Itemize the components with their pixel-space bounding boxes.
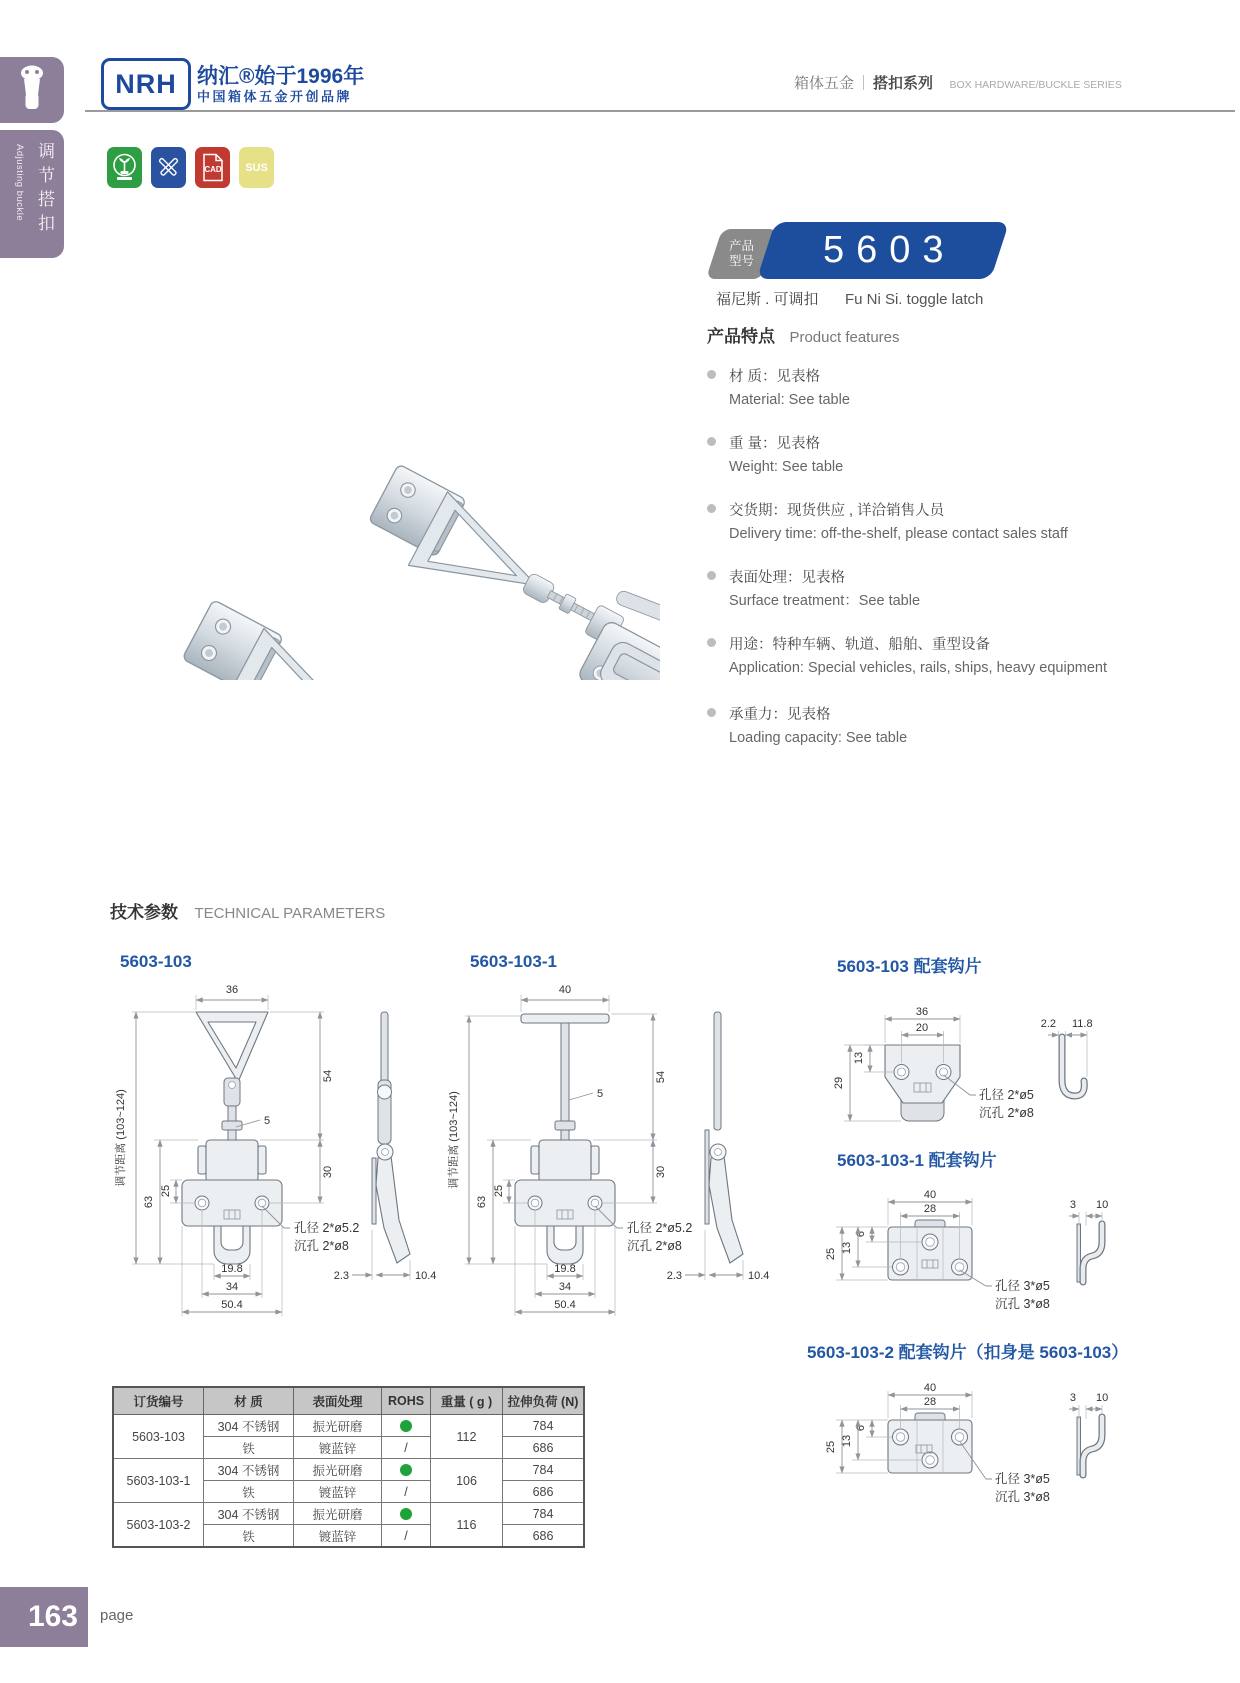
dim-label: 40 xyxy=(923,1382,937,1394)
spec-row xyxy=(113,1459,584,1481)
sidebar-tab-adjusting-buckle[interactable] xyxy=(0,130,64,258)
product-name-en: Fu Ni Si. toggle latch xyxy=(844,291,984,308)
cell-rohs: / xyxy=(382,1481,431,1503)
cell-load: 686 xyxy=(503,1437,585,1459)
dim-label: 63 xyxy=(143,1195,155,1209)
dim-label: 2.3 xyxy=(666,1270,682,1282)
diagram-title-hook-103: 5603-103 配套钩片 xyxy=(837,957,982,976)
cell-rohs xyxy=(382,1503,431,1525)
tech-title-cn: 技术参数 xyxy=(110,903,178,922)
rohs-pass-dot xyxy=(400,1508,412,1520)
sus-badge-icon xyxy=(239,147,274,188)
cell-load: 784 xyxy=(503,1459,585,1481)
spec-table xyxy=(112,1386,585,1548)
feature-item xyxy=(707,499,1187,545)
cad-label: CAD xyxy=(203,165,222,174)
dim-label: 50.4 xyxy=(554,1299,576,1311)
series-title xyxy=(794,72,1122,93)
feature-en: Weight: See table xyxy=(729,459,844,475)
brand-slogan: 纳汇®始于1996年 xyxy=(197,65,365,88)
cell-load: 784 xyxy=(503,1415,585,1437)
feature-cn: 重 量：见表格 xyxy=(729,436,821,452)
cell-material: 铁 xyxy=(204,1437,294,1459)
cell-rohs: / xyxy=(382,1525,431,1548)
page-label: page xyxy=(100,1607,134,1624)
bullet-icon xyxy=(707,437,716,446)
dim-label: 10 xyxy=(1096,1199,1109,1211)
cell-material: 304 不锈钢 xyxy=(204,1503,294,1525)
dim-label: 25 xyxy=(160,1184,172,1198)
hole-diameter-note: 孔径 3*ø5 xyxy=(995,1279,1050,1293)
features-title-en: Product features xyxy=(789,329,900,346)
features-title-cn: 产品特点 xyxy=(707,327,775,346)
dim-label: 13 xyxy=(841,1434,853,1448)
feature-item xyxy=(707,566,1187,612)
dim-label: 3 xyxy=(1069,1199,1076,1211)
diagram-title-hook-103-1: 5603-103-1 配套钩片 xyxy=(837,1151,997,1170)
cell-load: 686 xyxy=(503,1525,585,1548)
hole-sink-note: 沉孔 2*ø8 xyxy=(979,1106,1034,1120)
dim-label: 25 xyxy=(825,1247,837,1261)
dim-label: 10 xyxy=(1096,1392,1109,1404)
nrh-logo xyxy=(101,58,191,110)
col-order-no: 订货编号 xyxy=(113,1387,204,1415)
cell-rohs xyxy=(382,1415,431,1437)
dim-label: 25 xyxy=(825,1440,837,1454)
dim-label: 34 xyxy=(558,1281,572,1293)
badge-line2: 型号 xyxy=(729,254,755,268)
cell-weight: 116 xyxy=(431,1503,503,1548)
feature-cn: 材 质：见表格 xyxy=(729,369,821,385)
cell-surface: 镀蓝锌 xyxy=(294,1437,382,1459)
feature-en: Application: Special vehicles, rails, ships, heavy equipment xyxy=(729,660,1108,676)
series-separator: ｜ xyxy=(856,75,872,92)
dim-label: 63 xyxy=(476,1195,488,1209)
dim-label: 5 xyxy=(264,1115,271,1127)
rohs-leaf-icon xyxy=(107,147,142,188)
dim-label: 19.8 xyxy=(221,1263,243,1275)
spec-row xyxy=(113,1415,584,1437)
dim-label: 30 xyxy=(322,1165,334,1179)
badge-line1: 产品 xyxy=(729,239,755,253)
sidebar-tab-label-en: Adjusting buckle xyxy=(14,144,25,222)
dim-label: 34 xyxy=(225,1281,239,1293)
series-en: BOX HARDWARE/BUCKLE SERIES xyxy=(949,79,1122,91)
dim-label: 28 xyxy=(923,1203,937,1215)
cad-file-icon xyxy=(195,147,230,188)
dim-label: 25 xyxy=(493,1184,505,1198)
hole-sink-note: 沉孔 3*ø8 xyxy=(995,1490,1050,1504)
cell-model: 5603-103-2 xyxy=(113,1503,204,1548)
adjust-range-label: 调节距离 (103~124) xyxy=(448,1091,460,1189)
model-number: 5603 xyxy=(822,229,956,271)
sus-label: SUS xyxy=(245,161,268,174)
cell-surface: 镀蓝锌 xyxy=(294,1481,382,1503)
cell-model: 5603-103-1 xyxy=(113,1459,204,1503)
dim-label: 13 xyxy=(841,1241,853,1255)
feature-cn: 用途：特种车辆、轨道、船舶、重型设备 xyxy=(729,637,990,653)
rohs-pass-dot xyxy=(400,1420,412,1432)
cell-load: 686 xyxy=(503,1481,585,1503)
sidebar-category-icon-block xyxy=(0,57,64,123)
col-load: 拉伸负荷 (N) xyxy=(503,1387,585,1415)
cell-surface: 振光研磨 xyxy=(294,1503,382,1525)
feature-en: Surface treatment：See table xyxy=(729,593,921,609)
dim-label: 2.3 xyxy=(333,1270,349,1282)
col-weight: 重量 ( g ) xyxy=(431,1387,503,1415)
adjust-range-label: 调节距离 (103~124) xyxy=(115,1089,127,1187)
dim-label: 54 xyxy=(655,1070,667,1084)
page-number: 163 xyxy=(27,1600,78,1633)
series-cn-b: 搭扣系列 xyxy=(873,75,934,92)
hole-diameter-note: 孔径 2*ø5.2 xyxy=(627,1221,693,1235)
dim-label: 40 xyxy=(558,984,572,996)
bullet-icon xyxy=(707,708,716,717)
diagram-title-5603-103: 5603-103 xyxy=(120,952,192,971)
dim-label: 13 xyxy=(853,1051,865,1065)
feature-cn: 表面处理：见表格 xyxy=(729,570,845,586)
hole-sink-note: 沉孔 2*ø8 xyxy=(294,1239,349,1253)
dim-label: 2.2 xyxy=(1040,1018,1056,1030)
product-photo-latches xyxy=(80,215,660,680)
product-features xyxy=(707,322,1187,770)
series-cn-a: 箱体五金 xyxy=(794,75,855,92)
sidebar-tab-label-cn: 调节搭扣 xyxy=(35,142,54,238)
cell-material: 铁 xyxy=(204,1525,294,1548)
tech-parameters-title xyxy=(110,898,385,923)
cell-surface: 振光研磨 xyxy=(294,1459,382,1481)
col-rohs: ROHS xyxy=(382,1387,431,1415)
cell-rohs xyxy=(382,1459,431,1481)
cert-icon-row xyxy=(107,147,274,188)
cell-surface: 镀蓝锌 xyxy=(294,1525,382,1548)
bullet-icon xyxy=(707,571,716,580)
spec-row xyxy=(113,1503,584,1525)
feature-item xyxy=(707,432,1187,478)
hole-diameter-note: 孔径 2*ø5.2 xyxy=(294,1221,360,1235)
dim-label: 30 xyxy=(655,1165,667,1179)
page-number-block xyxy=(0,1587,88,1647)
cell-weight: 106 xyxy=(431,1459,503,1503)
nrh-logo-text: NRH xyxy=(115,68,177,99)
technical-drawing-hook-103-2 xyxy=(800,1365,1180,1535)
technical-drawing-hook-103-1 xyxy=(800,1172,1180,1342)
dim-label: 54 xyxy=(322,1069,334,1083)
dim-label: 11.8 xyxy=(1072,1018,1093,1030)
hole-diameter-note: 孔径 2*ø5 xyxy=(979,1088,1034,1102)
cell-material: 铁 xyxy=(204,1481,294,1503)
hole-diameter-note: 孔径 3*ø5 xyxy=(995,1472,1050,1486)
rohs-pass-dot xyxy=(400,1464,412,1476)
header-divider xyxy=(85,110,1235,112)
cell-material: 304 不锈钢 xyxy=(204,1415,294,1437)
col-material: 材 质 xyxy=(204,1387,294,1415)
spec-header-row xyxy=(113,1387,584,1415)
feature-item xyxy=(707,365,1187,411)
cell-model: 5603-103 xyxy=(113,1415,204,1459)
dim-label: 6 xyxy=(855,1424,867,1432)
cell-load: 784 xyxy=(503,1503,585,1525)
cell-surface: 振光研磨 xyxy=(294,1415,382,1437)
features-title xyxy=(707,322,1187,347)
feature-cn: 承重力：见表格 xyxy=(729,707,831,723)
hole-sink-note: 沉孔 2*ø8 xyxy=(627,1239,682,1253)
technical-drawing-5603-103-1 xyxy=(445,980,775,1325)
dim-label: 6 xyxy=(855,1230,867,1238)
brand-subtitle: 中国箱体五金开创品牌 xyxy=(197,89,353,104)
dim-label: 50.4 xyxy=(221,1299,243,1311)
diagram-title-5603-103-1: 5603-103-1 xyxy=(470,952,557,971)
tech-title-en: TECHNICAL PARAMETERS xyxy=(194,905,386,922)
bullet-icon xyxy=(707,504,716,513)
cell-rohs: / xyxy=(382,1437,431,1459)
dim-label: 20 xyxy=(915,1022,929,1034)
dim-label: 19.8 xyxy=(554,1263,576,1275)
technical-drawing-5603-103 xyxy=(112,980,442,1325)
feature-item xyxy=(707,703,1187,749)
design-tools-icon xyxy=(151,147,186,188)
cell-weight: 112 xyxy=(431,1415,503,1459)
product-name xyxy=(716,288,983,309)
product-name-cn: 福尼斯 . 可调扣 xyxy=(716,291,819,308)
dim-label: 10.4 xyxy=(415,1270,437,1282)
dim-label: 3 xyxy=(1069,1392,1076,1404)
bullet-icon xyxy=(707,370,716,379)
hole-sink-note: 沉孔 3*ø8 xyxy=(995,1297,1050,1311)
cell-material: 304 不锈钢 xyxy=(204,1459,294,1481)
feature-cn: 交货期：现货供应 , 详洽销售人员 xyxy=(729,503,945,519)
dim-label: 28 xyxy=(923,1396,937,1408)
diagram-title-hook-103-2: 5603-103-2 配套钩片（扣身是 5603-103） xyxy=(807,1343,1129,1362)
dim-label: 10.4 xyxy=(748,1270,770,1282)
bullet-icon xyxy=(707,638,716,647)
dim-label: 5 xyxy=(597,1088,604,1100)
dim-label: 29 xyxy=(833,1076,845,1090)
feature-en: Loading capacity: See table xyxy=(729,730,908,746)
latch-icon xyxy=(12,64,52,116)
dim-label: 36 xyxy=(225,984,239,996)
dim-label: 40 xyxy=(923,1189,937,1201)
feature-en: Material: See table xyxy=(729,392,850,408)
col-surface: 表面处理 xyxy=(294,1387,382,1415)
technical-drawing-hook-103 xyxy=(800,985,1180,1155)
model-badge-number xyxy=(757,222,1010,279)
dim-label: 36 xyxy=(915,1006,929,1018)
feature-item xyxy=(707,633,1187,679)
feature-en: Delivery time: off-the-shelf, please contact sales staff xyxy=(729,526,1068,542)
